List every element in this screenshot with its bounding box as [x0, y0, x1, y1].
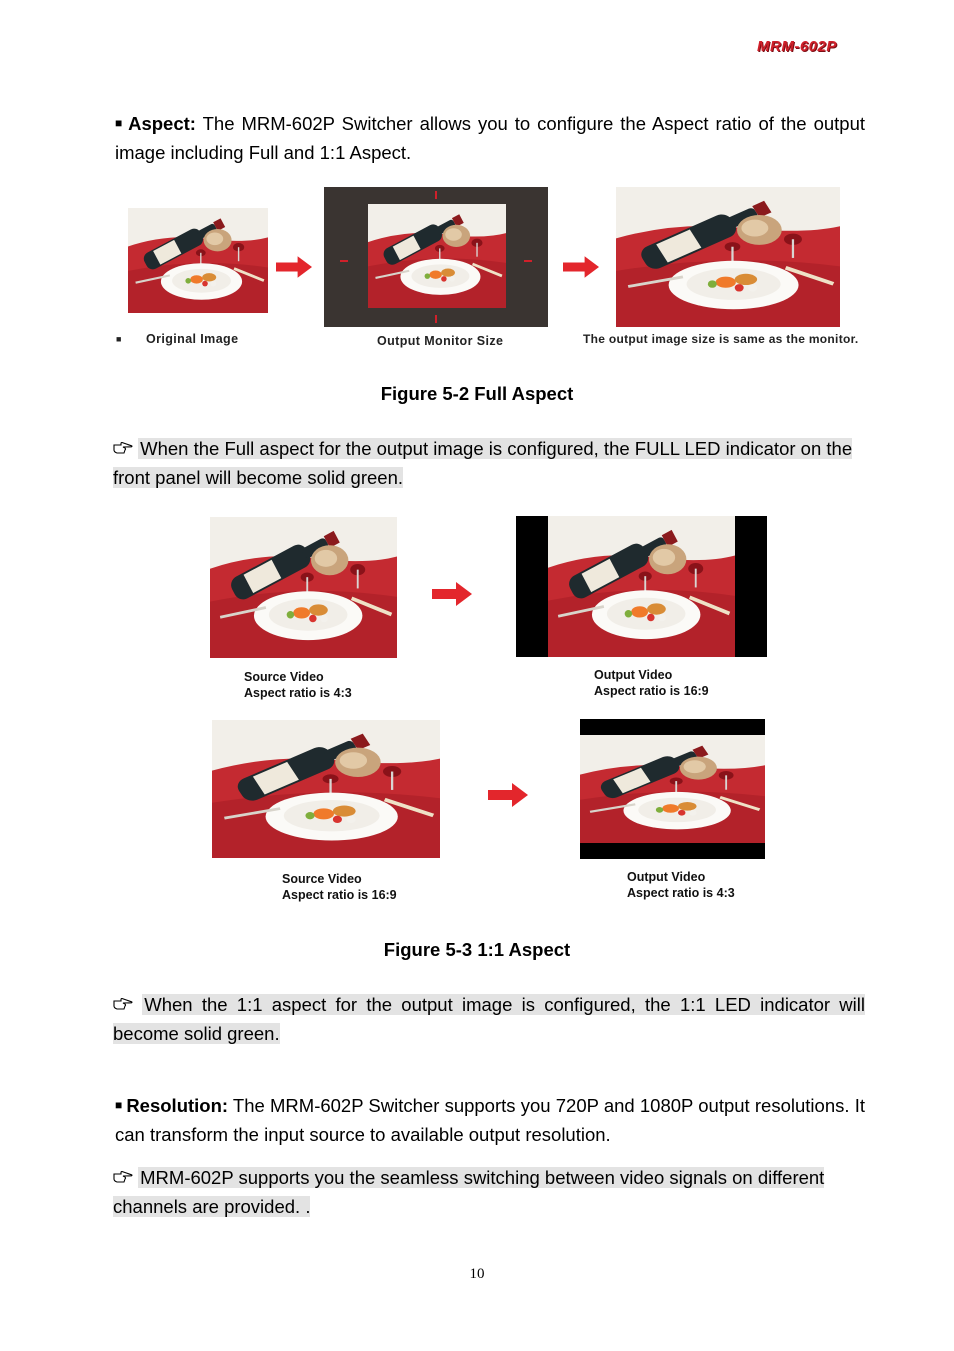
pointing-hand-icon: [113, 442, 133, 454]
figure-5-2-caption: Figure 5-2 Full Aspect: [380, 383, 574, 404]
note-full-aspect-text: When the Full aspect for the output image is configured, the FULL LED indicator on the front panel will become solid green.: [113, 438, 853, 488]
label-line: Aspect ratio is 4:3: [627, 886, 735, 900]
label-line: Aspect ratio is 16:9: [282, 888, 397, 902]
label-line: Output Video: [594, 668, 673, 682]
square-bullet-icon: ■: [115, 1098, 123, 1112]
label-line: Output Video: [627, 870, 706, 884]
output-video-4-3-photo: [580, 735, 765, 843]
label-original-image: Original Image: [146, 332, 239, 346]
pointing-hand-icon: [113, 1171, 133, 1183]
note-one-to-one-aspect: [113, 990, 865, 1048]
page-number: 10: [469, 1266, 485, 1282]
monitor-edge-marker-right: [524, 260, 532, 262]
monitor-edge-marker-left: [340, 260, 348, 262]
monitor-food-photo: [368, 204, 506, 308]
output-video-16-9-frame: [516, 516, 767, 657]
aspect-text: The MRM-602P Switcher allows you to configure the Aspect ratio of the output image including Full and 1:1 Aspect.: [115, 113, 865, 163]
document-brand-header: MRM-602P: [757, 38, 837, 55]
note-one-to-one-text: When the 1:1 aspect for the output image is configured, the 1:1 LED indicator will become solid green.: [113, 994, 865, 1044]
aspect-term: Aspect:: [128, 113, 196, 134]
letterbox-bar-top: [580, 719, 765, 735]
source-video-4-3-photo: [210, 517, 397, 658]
right-arrow-icon: [428, 582, 476, 606]
label-line: Aspect ratio is 16:9: [594, 684, 709, 698]
square-bullet-icon: ■: [115, 116, 125, 130]
right-arrow-icon: [563, 256, 599, 278]
label-output-video-top: [594, 667, 709, 699]
pointing-hand-icon: [113, 998, 133, 1010]
resolution-term: Resolution:: [126, 1095, 229, 1116]
monitor-edge-marker-top: [435, 191, 437, 199]
aspect-paragraph: [115, 109, 865, 167]
figure-5-3-caption: Figure 5-3 1:1 Aspect: [383, 939, 571, 960]
square-bullet-icon: ■: [116, 334, 122, 344]
monitor-edge-marker-bottom: [435, 315, 437, 323]
original-image: [128, 208, 268, 313]
resolution-paragraph: [115, 1091, 865, 1149]
output-monitor-frame: [324, 187, 548, 327]
right-arrow-icon: [484, 783, 532, 807]
label-source-video-bottom: [282, 871, 397, 903]
letterbox-bar-bottom: [580, 843, 765, 859]
label-output-same-as-monitor: The output image size is same as the monitor.: [583, 332, 859, 346]
label-output-video-bottom: [627, 869, 735, 901]
output-video-16-9-photo: [548, 516, 735, 657]
resolution-text: The MRM-602P Switcher supports you 720P and 1080P output resolutions. It can transform the input source to available output resolution.: [115, 1095, 865, 1145]
right-arrow-icon: [276, 256, 312, 278]
label-line: Aspect ratio is 4:3: [244, 686, 352, 700]
original-food-photo: [128, 208, 268, 313]
note-seamless-switching: [113, 1163, 865, 1221]
label-line: Source Video: [244, 670, 324, 684]
full-aspect-result-photo: [616, 187, 840, 327]
label-line: Source Video: [282, 872, 362, 886]
note-full-aspect: [113, 434, 865, 492]
note-seamless-text: MRM-602P supports you the seamless switching between video signals on different channels are provided. .: [113, 1167, 825, 1217]
label-output-monitor-size: Output Monitor Size: [377, 334, 504, 348]
label-source-video-top: [244, 669, 352, 701]
source-video-16-9-photo: [212, 720, 440, 858]
output-video-4-3-frame: [580, 719, 765, 859]
